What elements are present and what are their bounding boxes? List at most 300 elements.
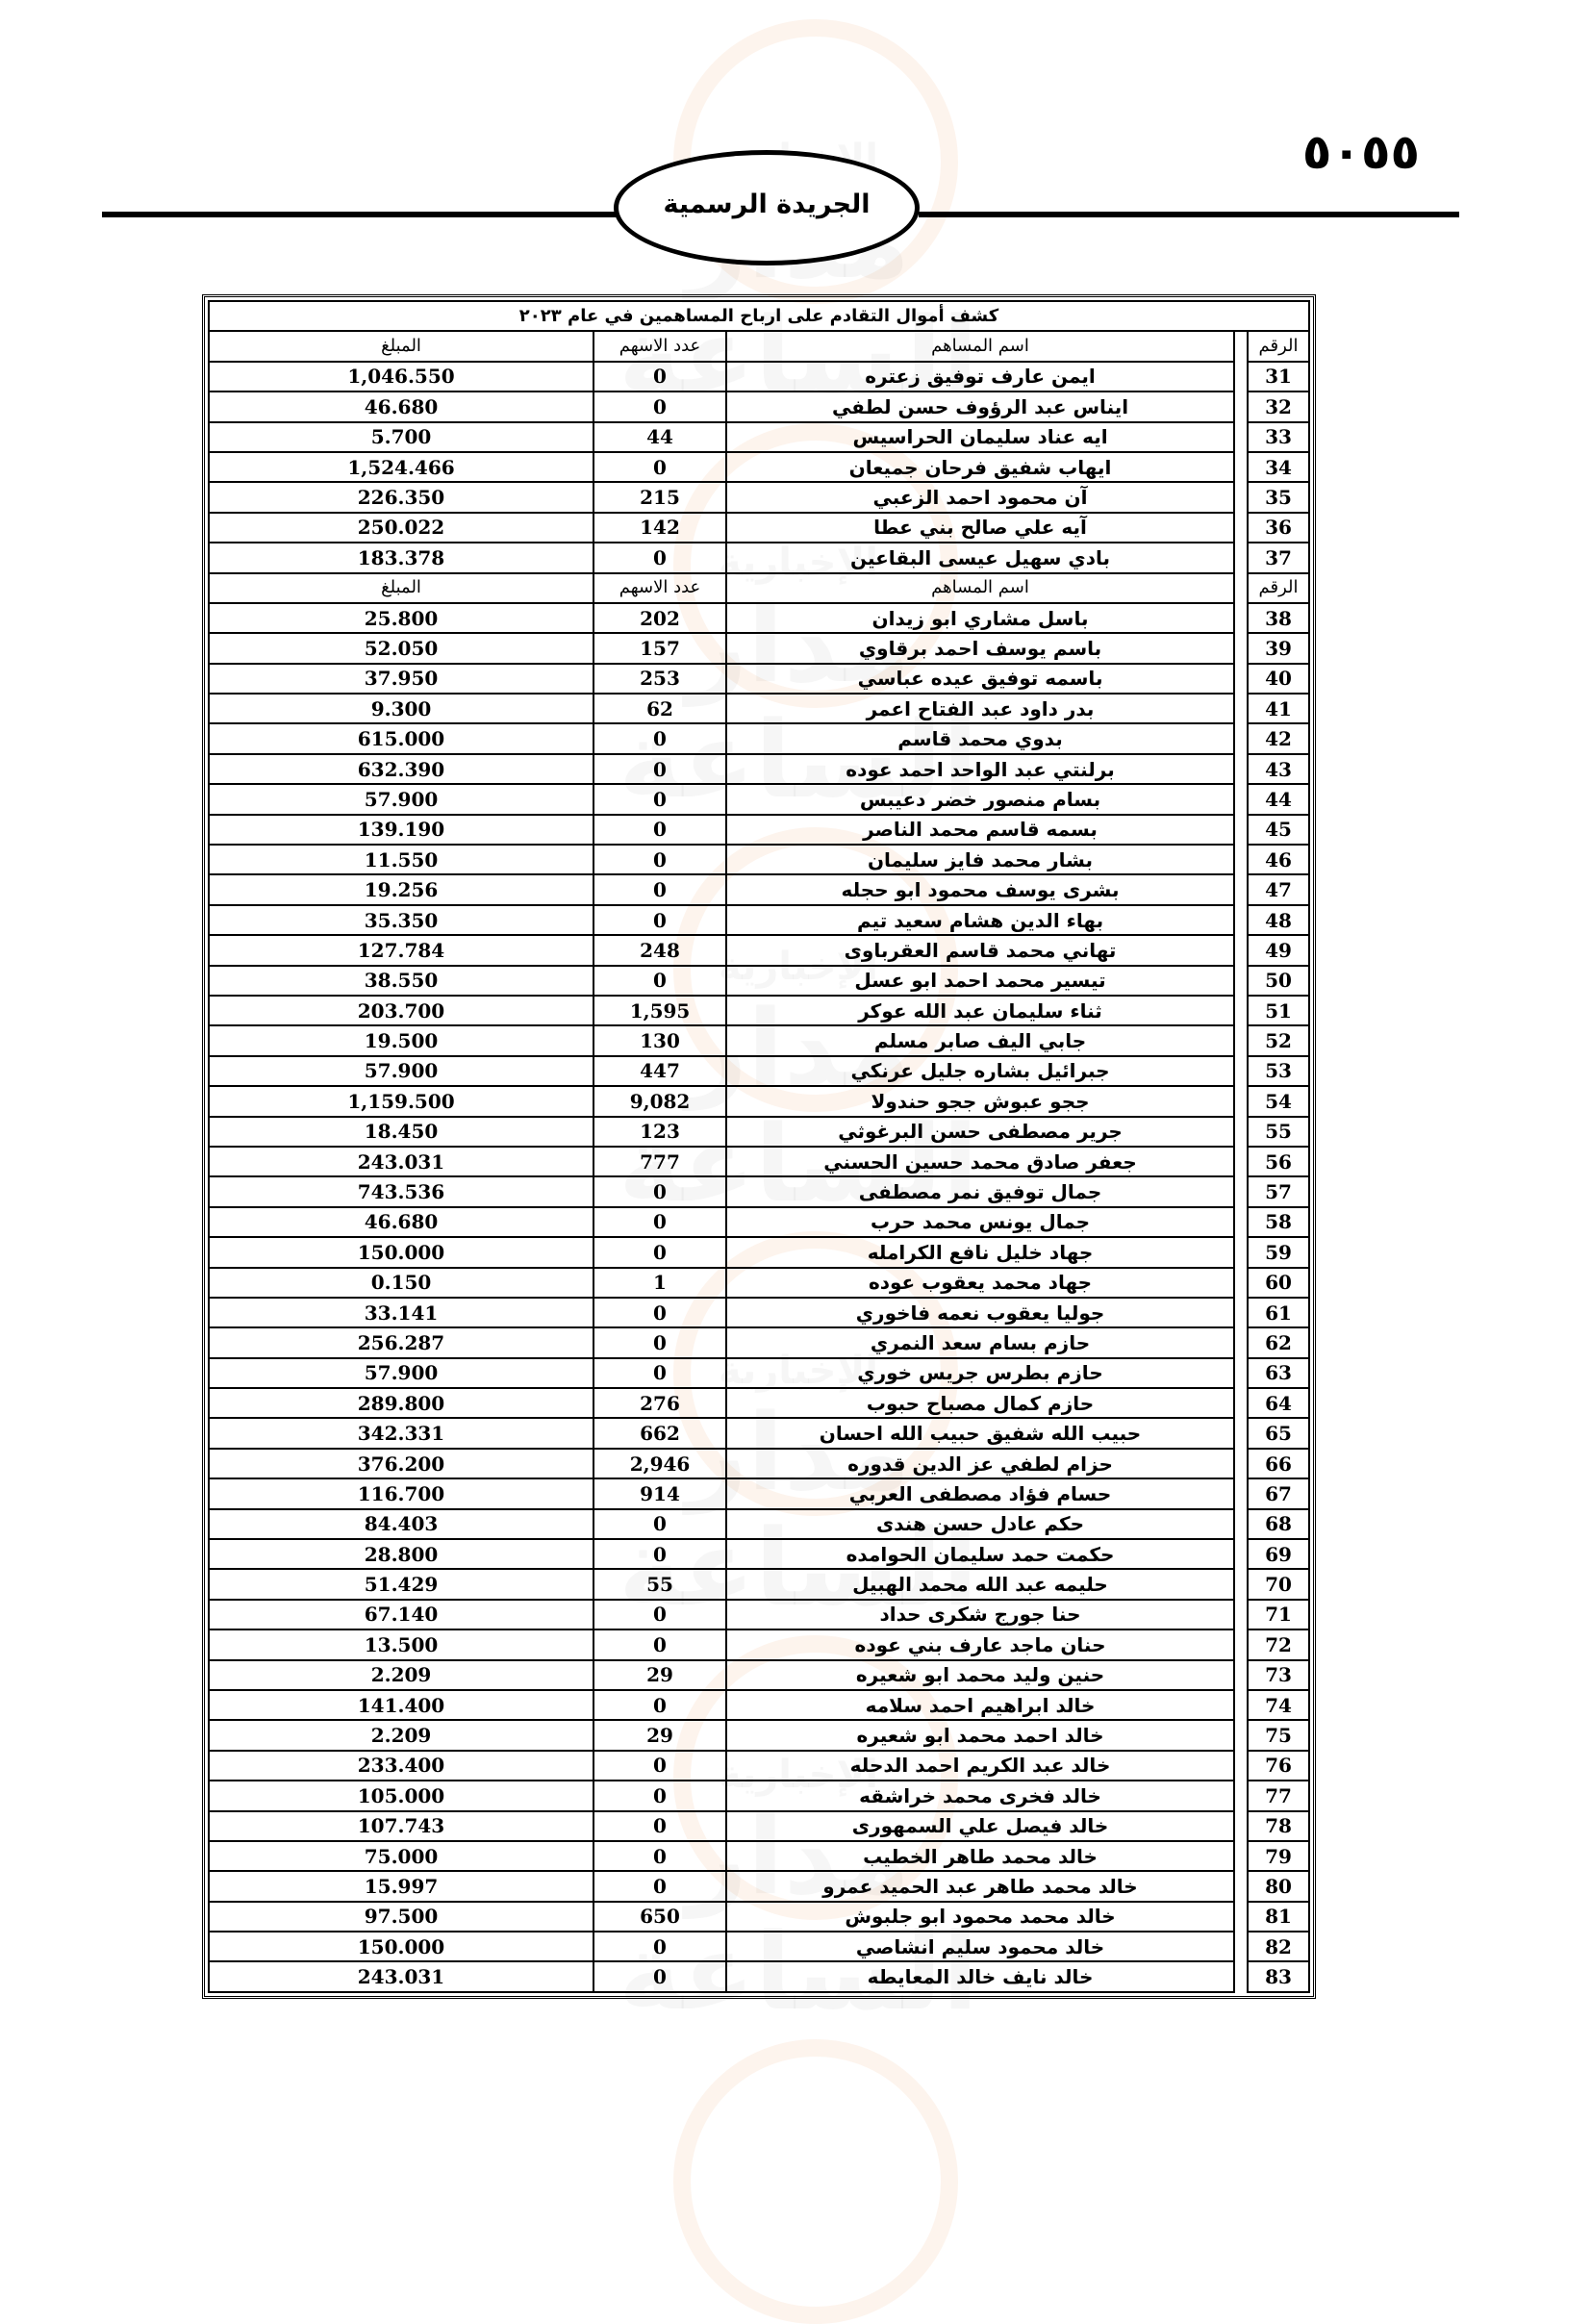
- shareholder-name: بهاء الدين هشام سعيد تيم: [726, 905, 1234, 935]
- column-separator: [1234, 723, 1248, 753]
- shareholder-name: خالد احمد محمد ابو شعيره: [726, 1720, 1234, 1750]
- table-row: [209, 1056, 1309, 1086]
- column-separator: [1234, 1509, 1248, 1539]
- shares-count: 0: [593, 1811, 726, 1841]
- amount: 13.500: [209, 1629, 593, 1659]
- row-number: 36: [1248, 513, 1309, 543]
- shares-count: 914: [593, 1478, 726, 1508]
- shareholder-name: خالد محمد طاهر الخطيب: [726, 1841, 1234, 1871]
- amount: 743.536: [209, 1176, 593, 1206]
- amount: 1,159.500: [209, 1086, 593, 1116]
- column-separator: [1234, 1086, 1248, 1116]
- shares-count: 0: [593, 1961, 726, 1991]
- shareholder-name: حنين وليد محمد ابو شعيره: [726, 1660, 1234, 1690]
- table-row: [209, 1600, 1309, 1629]
- column-separator: [1234, 1961, 1248, 1991]
- table-row: [209, 1298, 1309, 1327]
- column-separator: [1234, 1569, 1248, 1599]
- column-separator: [1234, 1147, 1248, 1176]
- column-separator: [1234, 1298, 1248, 1327]
- column-separator: [1234, 331, 1248, 361]
- shares-count: 0: [593, 966, 726, 996]
- amount: 46.680: [209, 392, 593, 421]
- amount: 632.390: [209, 754, 593, 784]
- amount: 2.209: [209, 1660, 593, 1690]
- shareholder-name: خالد محمد محمود ابو جلبوش: [726, 1902, 1234, 1932]
- amount: 46.680: [209, 1207, 593, 1237]
- header-shares: عدد الاسهم: [593, 573, 726, 603]
- row-number: 35: [1248, 482, 1309, 512]
- shares-count: 62: [593, 694, 726, 723]
- row-number: 60: [1248, 1268, 1309, 1298]
- row-number: 65: [1248, 1418, 1309, 1448]
- table-row: [209, 543, 1309, 572]
- amount: 57.900: [209, 1358, 593, 1388]
- shares-count: 276: [593, 1388, 726, 1418]
- table-row: [209, 1841, 1309, 1871]
- shareholder-name: حزام لطفي عز الدين قدوره: [726, 1449, 1234, 1478]
- table-row: [209, 1539, 1309, 1569]
- header-rule-right: [919, 212, 1459, 217]
- header-num: الرقم: [1248, 573, 1309, 603]
- shares-count: 0: [593, 1327, 726, 1357]
- row-number: 74: [1248, 1690, 1309, 1720]
- column-separator: [1234, 845, 1248, 874]
- column-separator: [1234, 1176, 1248, 1206]
- header-name: اسم المساهم: [726, 573, 1234, 603]
- masthead-title: الجريدة الرسمية: [663, 189, 871, 219]
- row-number: 57: [1248, 1176, 1309, 1206]
- shareholder-name: جهاد خليل نافع الكرامله: [726, 1237, 1234, 1267]
- amount: 57.900: [209, 1056, 593, 1086]
- table-row: [209, 905, 1309, 935]
- table-row: [209, 996, 1309, 1025]
- row-number: 44: [1248, 784, 1309, 814]
- amount: 342.331: [209, 1418, 593, 1448]
- column-separator: [1234, 1388, 1248, 1418]
- header-num: الرقم: [1248, 331, 1309, 361]
- column-separator: [1234, 1056, 1248, 1086]
- amount: 1,524.466: [209, 452, 593, 482]
- shares-count: 0: [593, 543, 726, 572]
- row-number: 51: [1248, 996, 1309, 1025]
- shares-count: 0: [593, 1539, 726, 1569]
- row-number: 38: [1248, 603, 1309, 633]
- shares-count: 123: [593, 1117, 726, 1147]
- column-separator: [1234, 905, 1248, 935]
- shareholders-table-body: [209, 301, 1309, 1992]
- shareholder-name: حازم بسام سعد النمري: [726, 1327, 1234, 1357]
- column-separator: [1234, 482, 1248, 512]
- column-separator: [1234, 1811, 1248, 1841]
- column-separator: [1234, 633, 1248, 663]
- table-row: [209, 1660, 1309, 1690]
- column-separator: [1234, 1117, 1248, 1147]
- shareholder-name: خالد ابراهيم احمد سلامه: [726, 1690, 1234, 1720]
- shareholder-name: برلنتي عبد الواحد احمد عوده: [726, 754, 1234, 784]
- shareholder-name: بسمه قاسم محمد الناصر: [726, 815, 1234, 845]
- column-separator: [1234, 1781, 1248, 1810]
- table-row: [209, 1569, 1309, 1599]
- table-row: [209, 723, 1309, 753]
- shareholder-name: بدر داود عبد الفتاح اعمر: [726, 694, 1234, 723]
- column-separator: [1234, 1660, 1248, 1690]
- column-separator: [1234, 1902, 1248, 1932]
- shareholder-name: آيه علي صالح بني عطا: [726, 513, 1234, 543]
- shares-count: 0: [593, 1932, 726, 1961]
- shares-count: 447: [593, 1056, 726, 1086]
- column-separator: [1234, 815, 1248, 845]
- row-number: 50: [1248, 966, 1309, 996]
- shares-count: 662: [593, 1418, 726, 1448]
- table-row: [209, 754, 1309, 784]
- row-number: 40: [1248, 664, 1309, 694]
- row-number: 61: [1248, 1298, 1309, 1327]
- shares-count: 142: [593, 513, 726, 543]
- table-row: [209, 845, 1309, 874]
- table-row: [209, 1237, 1309, 1267]
- shares-count: 0: [593, 874, 726, 904]
- row-number: 78: [1248, 1811, 1309, 1841]
- page-number: ٥٠٥٥: [1301, 124, 1420, 180]
- header-name: اسم المساهم: [726, 331, 1234, 361]
- shares-count: 0: [593, 815, 726, 845]
- row-number: 37: [1248, 543, 1309, 572]
- amount: 75.000: [209, 1841, 593, 1871]
- shareholder-name: ايمن عارف توفيق زعتره: [726, 362, 1234, 392]
- shareholder-name: بشرى يوسف محمود ابو حجله: [726, 874, 1234, 904]
- shares-count: 0: [593, 1629, 726, 1659]
- table-row: [209, 1449, 1309, 1478]
- column-separator: [1234, 362, 1248, 392]
- amount: 243.031: [209, 1961, 593, 1991]
- header-rule-left: [102, 212, 616, 217]
- column-separator: [1234, 935, 1248, 965]
- amount: 37.950: [209, 664, 593, 694]
- row-number: 79: [1248, 1841, 1309, 1871]
- shareholder-name: باسمه توفيق عيده عباسي: [726, 664, 1234, 694]
- amount: 35.350: [209, 905, 593, 935]
- table-row: [209, 1961, 1309, 1991]
- shareholder-name: خالد محمود سليم انشاصي: [726, 1932, 1234, 1961]
- amount: 250.022: [209, 513, 593, 543]
- row-number: 77: [1248, 1781, 1309, 1810]
- column-separator: [1234, 694, 1248, 723]
- table-row: [209, 392, 1309, 421]
- column-separator: [1234, 392, 1248, 421]
- shareholder-name: ايناس عبد الرؤوف حسن لطفي: [726, 392, 1234, 421]
- shares-count: 55: [593, 1569, 726, 1599]
- row-number: 63: [1248, 1358, 1309, 1388]
- row-number: 73: [1248, 1660, 1309, 1690]
- shares-count: 1,595: [593, 996, 726, 1025]
- column-separator: [1234, 1237, 1248, 1267]
- row-number: 69: [1248, 1539, 1309, 1569]
- shares-count: 0: [593, 1841, 726, 1871]
- amount: 105.000: [209, 1781, 593, 1810]
- table-row: [209, 966, 1309, 996]
- shares-count: 0: [593, 1600, 726, 1629]
- shares-count: 0: [593, 1358, 726, 1388]
- table-row: [209, 1147, 1309, 1176]
- column-separator: [1234, 1449, 1248, 1478]
- shares-count: 777: [593, 1147, 726, 1176]
- shareholder-name: حنان ماجد عارف بني عوده: [726, 1629, 1234, 1659]
- column-separator: [1234, 784, 1248, 814]
- amount: 226.350: [209, 482, 593, 512]
- amount: 615.000: [209, 723, 593, 753]
- row-number: 45: [1248, 815, 1309, 845]
- table-row: [209, 1117, 1309, 1147]
- shareholder-name: حازم كمال مصباح حبوب: [726, 1388, 1234, 1418]
- shareholder-name: جبرائيل بشاره جليل عرنكي: [726, 1056, 1234, 1086]
- column-separator: [1234, 1720, 1248, 1750]
- shares-count: 0: [593, 1176, 726, 1206]
- amount: 107.743: [209, 1811, 593, 1841]
- shares-count: 0: [593, 754, 726, 784]
- shareholder-name: جمال توفيق نمر مصطفى: [726, 1176, 1234, 1206]
- shares-count: 0: [593, 1237, 726, 1267]
- table-row: [209, 664, 1309, 694]
- shareholder-name: جرير مصطفى حسن البرغوثي: [726, 1117, 1234, 1147]
- table-row: [209, 482, 1309, 512]
- shares-count: 650: [593, 1902, 726, 1932]
- watermark-logo-circle: [673, 2039, 958, 2324]
- amount: 139.190: [209, 815, 593, 845]
- row-number: 58: [1248, 1207, 1309, 1237]
- column-separator: [1234, 1358, 1248, 1388]
- shares-count: 1: [593, 1268, 726, 1298]
- table-row: [209, 784, 1309, 814]
- table-row: [209, 1207, 1309, 1237]
- column-separator: [1234, 1327, 1248, 1357]
- row-number: 72: [1248, 1629, 1309, 1659]
- amount: 256.287: [209, 1327, 593, 1357]
- shareholder-name: جعفر صادق محمد حسين الحسني: [726, 1147, 1234, 1176]
- amount: 5.700: [209, 422, 593, 452]
- shareholder-name: حسام فؤاد مصطفى العربي: [726, 1478, 1234, 1508]
- row-number: 70: [1248, 1569, 1309, 1599]
- row-number: 66: [1248, 1449, 1309, 1478]
- shares-count: 0: [593, 1207, 726, 1237]
- shareholder-name: باسم يوسف احمد برقاوي: [726, 633, 1234, 663]
- column-separator: [1234, 1841, 1248, 1871]
- shares-count: 0: [593, 452, 726, 482]
- shares-count: 9,082: [593, 1086, 726, 1116]
- row-number: 39: [1248, 633, 1309, 663]
- table-row: [209, 1811, 1309, 1841]
- amount: 97.500: [209, 1902, 593, 1932]
- table-caption-row: [209, 301, 1309, 331]
- column-separator: [1234, 422, 1248, 452]
- shares-count: 0: [593, 392, 726, 421]
- row-number: 59: [1248, 1237, 1309, 1267]
- shares-count: 0: [593, 362, 726, 392]
- row-number: 82: [1248, 1932, 1309, 1961]
- row-number: 76: [1248, 1751, 1309, 1781]
- table-row: [209, 1086, 1309, 1116]
- shareholder-name: بادي سهيل عيسى البقاعين: [726, 543, 1234, 572]
- shares-count: 0: [593, 1298, 726, 1327]
- row-number: 67: [1248, 1478, 1309, 1508]
- table-row: [209, 633, 1309, 663]
- row-number: 54: [1248, 1086, 1309, 1116]
- table-row: [209, 1781, 1309, 1810]
- row-number: 42: [1248, 723, 1309, 753]
- table-row: [209, 1418, 1309, 1448]
- column-separator: [1234, 543, 1248, 572]
- column-separator: [1234, 573, 1248, 603]
- shares-count: 215: [593, 482, 726, 512]
- table-row: [209, 513, 1309, 543]
- header-amount: المبلغ: [209, 331, 593, 361]
- shareholders-table: [208, 300, 1310, 1993]
- amount: 2.209: [209, 1720, 593, 1750]
- shareholder-name: خالد محمد طاهر عبد الحميد عمرو: [726, 1871, 1234, 1901]
- shareholder-name: خالد عبد الكريم احمد الدحله: [726, 1751, 1234, 1781]
- amount: 51.429: [209, 1569, 593, 1599]
- column-separator: [1234, 513, 1248, 543]
- shareholder-name: ايهاب شفيق فرحان جميعان: [726, 452, 1234, 482]
- amount: 28.800: [209, 1539, 593, 1569]
- table-row: [209, 1690, 1309, 1720]
- column-separator: [1234, 603, 1248, 633]
- column-separator: [1234, 1268, 1248, 1298]
- shares-count: 157: [593, 633, 726, 663]
- shareholder-name: خالد فيصل علي السمهورى: [726, 1811, 1234, 1841]
- amount: 127.784: [209, 935, 593, 965]
- table-row: [209, 1176, 1309, 1206]
- table-row: [209, 1327, 1309, 1357]
- shares-count: 29: [593, 1660, 726, 1690]
- shareholder-name: ثناء سليمان عبد الله عوكر: [726, 996, 1234, 1025]
- column-separator: [1234, 1932, 1248, 1961]
- row-number: 34: [1248, 452, 1309, 482]
- shares-count: 0: [593, 1781, 726, 1810]
- amount: 15.997: [209, 1871, 593, 1901]
- table-row: [209, 1902, 1309, 1932]
- shareholder-name: تيسير محمد احمد ابو عسل: [726, 966, 1234, 996]
- column-separator: [1234, 1207, 1248, 1237]
- shares-count: 0: [593, 845, 726, 874]
- row-number: 31: [1248, 362, 1309, 392]
- row-number: 75: [1248, 1720, 1309, 1750]
- row-number: 52: [1248, 1025, 1309, 1055]
- amount: 57.900: [209, 784, 593, 814]
- row-number: 53: [1248, 1056, 1309, 1086]
- shareholder-name: آن محمود احمد الزعبي: [726, 482, 1234, 512]
- row-number: 62: [1248, 1327, 1309, 1357]
- row-number: 68: [1248, 1509, 1309, 1539]
- amount: 243.031: [209, 1147, 593, 1176]
- table-row: [209, 603, 1309, 633]
- table-row: [209, 874, 1309, 904]
- row-number: 43: [1248, 754, 1309, 784]
- table-caption: كشف أموال التقادم على ارباح المساهمين في عام ٢٠٢٣: [209, 301, 1309, 331]
- row-number: 64: [1248, 1388, 1309, 1418]
- table-header-row: [209, 573, 1309, 603]
- amount: 203.700: [209, 996, 593, 1025]
- row-number: 80: [1248, 1871, 1309, 1901]
- shareholder-name: باسل مشاري ابو زيدان: [726, 603, 1234, 633]
- header-amount: المبلغ: [209, 573, 593, 603]
- shareholder-name: بدوي محمد قاسم: [726, 723, 1234, 753]
- amount: 141.400: [209, 1690, 593, 1720]
- shares-count: 2,946: [593, 1449, 726, 1478]
- shares-count: 0: [593, 1690, 726, 1720]
- shares-count: 130: [593, 1025, 726, 1055]
- amount: 289.800: [209, 1388, 593, 1418]
- masthead-oval: [614, 150, 920, 265]
- row-number: 32: [1248, 392, 1309, 421]
- shareholder-name: جمال يونس محمد حرب: [726, 1207, 1234, 1237]
- shareholder-name: بشار محمد فايز سليمان: [726, 845, 1234, 874]
- table-row: [209, 1720, 1309, 1750]
- table-row: [209, 1478, 1309, 1508]
- row-number: 33: [1248, 422, 1309, 452]
- shareholder-name: خالد نايف خالد المعايطه: [726, 1961, 1234, 1991]
- table-row: [209, 1871, 1309, 1901]
- shareholder-name: جابي اليف صابر مسلم: [726, 1025, 1234, 1055]
- shares-count: 202: [593, 603, 726, 633]
- column-separator: [1234, 452, 1248, 482]
- amount: 150.000: [209, 1237, 593, 1267]
- amount: 183.378: [209, 543, 593, 572]
- row-number: 48: [1248, 905, 1309, 935]
- amount: 25.800: [209, 603, 593, 633]
- row-number: 49: [1248, 935, 1309, 965]
- amount: 116.700: [209, 1478, 593, 1508]
- row-number: 41: [1248, 694, 1309, 723]
- amount: 0.150: [209, 1268, 593, 1298]
- shares-count: 253: [593, 664, 726, 694]
- table-row: [209, 1025, 1309, 1055]
- row-number: 46: [1248, 845, 1309, 874]
- shareholder-name: حازم بطرس جريس خوري: [726, 1358, 1234, 1388]
- table-row: [209, 422, 1309, 452]
- column-separator: [1234, 1629, 1248, 1659]
- column-separator: [1234, 874, 1248, 904]
- shares-count: 0: [593, 905, 726, 935]
- row-number: 71: [1248, 1600, 1309, 1629]
- table-row: [209, 1932, 1309, 1961]
- amount: 18.450: [209, 1117, 593, 1147]
- row-number: 81: [1248, 1902, 1309, 1932]
- column-separator: [1234, 1751, 1248, 1781]
- shareholder-name: جوليا يعقوب نعمه فاخوري: [726, 1298, 1234, 1327]
- shareholder-name: بسام منصور خضر دعيبس: [726, 784, 1234, 814]
- amount: 33.141: [209, 1298, 593, 1327]
- column-separator: [1234, 1600, 1248, 1629]
- amount: 9.300: [209, 694, 593, 723]
- shares-count: 29: [593, 1720, 726, 1750]
- table-row: [209, 362, 1309, 392]
- table-row: [209, 694, 1309, 723]
- shareholder-name: حكم عادل حسن هندى: [726, 1509, 1234, 1539]
- shareholder-name: حبيب الله شفيق حبيب الله احسان: [726, 1418, 1234, 1448]
- amount: 376.200: [209, 1449, 593, 1478]
- column-separator: [1234, 996, 1248, 1025]
- table-row: [209, 1509, 1309, 1539]
- column-separator: [1234, 966, 1248, 996]
- amount: 150.000: [209, 1932, 593, 1961]
- row-number: 55: [1248, 1117, 1309, 1147]
- header-shares: عدد الاسهم: [593, 331, 726, 361]
- column-separator: [1234, 1025, 1248, 1055]
- column-separator: [1234, 1478, 1248, 1508]
- column-separator: [1234, 1871, 1248, 1901]
- row-number: 56: [1248, 1147, 1309, 1176]
